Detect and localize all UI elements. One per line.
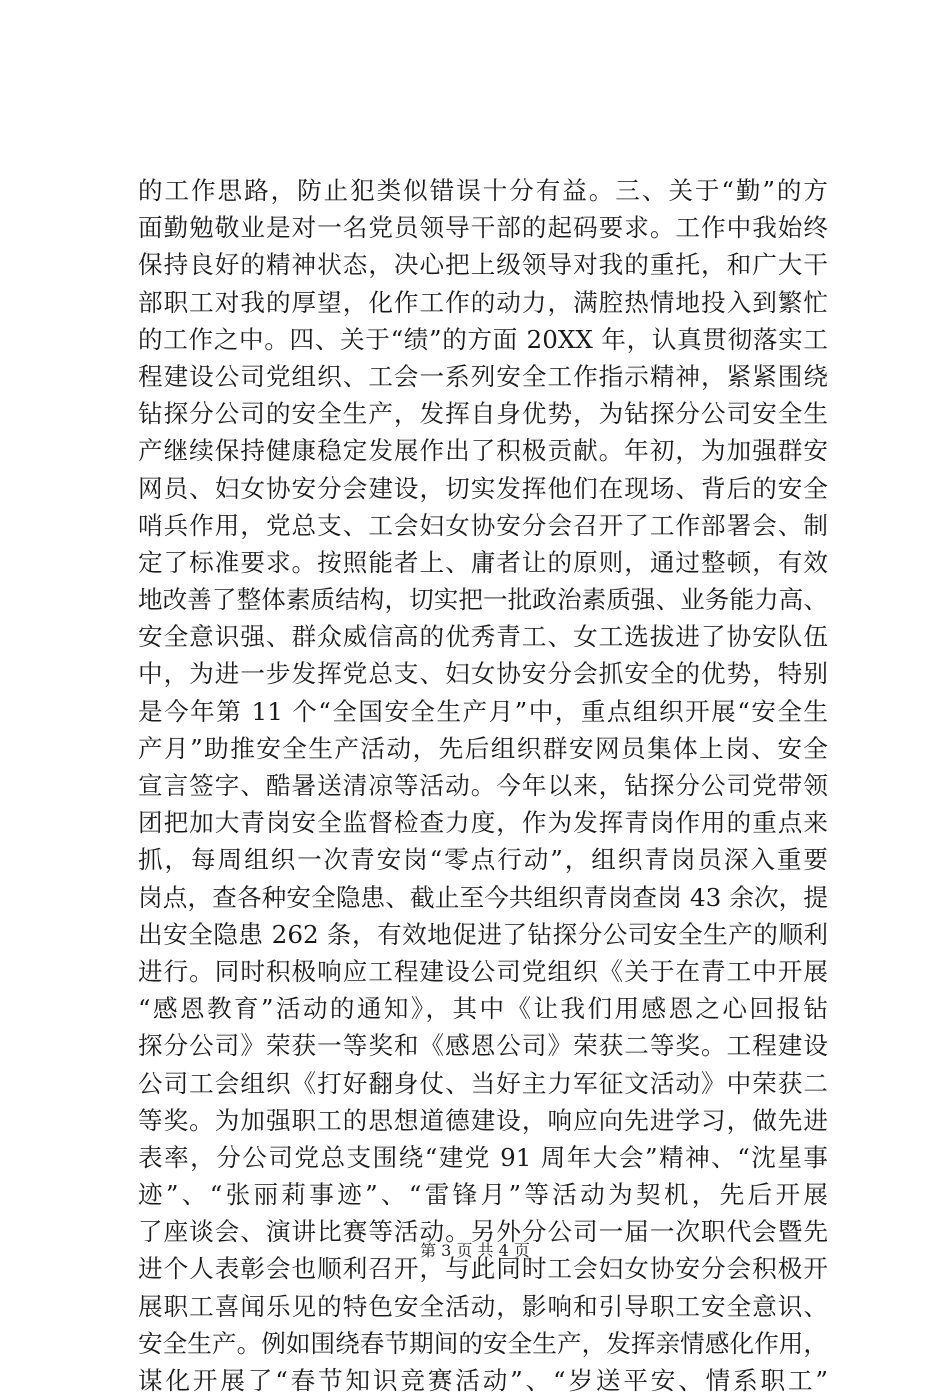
text-line: 程建设公司党组织、工会一系列安全工作指示精神，紧紧围绕	[138, 361, 828, 391]
text-line: “感恩教育”活动的通知》，其中《让我们用感恩之心回报钻	[138, 994, 828, 1024]
text-line: 探分公司》荣获一等奖和《感恩公司》荣获二等奖。工程建设	[138, 1031, 828, 1061]
text-line: 了座谈会、演讲比赛等活动。另外分公司一届一次职代会暨先	[138, 1217, 828, 1247]
text-line: 展职工喜闻乐见的特色安全活动，影响和引导职工安全意识、	[138, 1291, 828, 1321]
text-line: 岗点，查各种安全隐患、截止至今共组织青岗查岗 43 余次，提	[138, 882, 828, 912]
text-line: 产月”助推安全生产活动，先后组织群安网员集体上岗、安全	[138, 733, 828, 763]
text-line: 产继续保持健康稳定发展作出了积极贡献。年初，为加强群安	[138, 436, 828, 466]
text-line: 安全意识强、群众威信高的优秀青工、女工选拔进了协安队伍	[138, 622, 828, 652]
text-line: 面勤勉敬业是对一名党员领导干部的起码要求。工作中我始终	[138, 213, 828, 243]
text-line: 保持良好的精神状态，决心把上级领导对我的重托，和广大干	[138, 250, 828, 280]
text-line: 公司工会组织《打好翻身仗、当好主力军征文活动》中荣获二	[138, 1068, 828, 1098]
text-line: 出安全隐患 262 条，有效地促进了钻探分公司安全生产的顺利	[138, 919, 828, 949]
text-line: 的工作思路，防止犯类似错误十分有益。三、关于“勤”的方	[138, 176, 828, 205]
text-line: 地改善了整体素质结构，切实把一批政治素质强、业务能力高、	[138, 585, 828, 615]
text-line: 进行。同时积极响应工程建设公司党组织《关于在青工中开展	[138, 956, 828, 986]
text-line: 部职工对我的厚望，化作工作的动力，满腔热情地投入到繁忙	[138, 287, 828, 317]
text-line: 表率，分公司党总支围绕“建党 91 周年大会”精神、“沈星事	[138, 1142, 828, 1172]
text-line: 中，为进一步发挥党总支、妇女协安分会抓安全的优势，特别	[138, 659, 828, 689]
text-line: 谋化开展了“春节知识竞赛活动”、“岁送平安、情系职工”	[138, 1366, 828, 1395]
text-line: 哨兵作用，党总支、工会妇女协安分会召开了工作部署会、制	[138, 510, 828, 540]
text-line: 钻探分公司的安全生产，发挥自身优势，为钻探分公司安全生	[138, 399, 828, 429]
text-line: 安全生产。例如围绕春节期间的安全生产，发挥亲情感化作用，	[138, 1328, 828, 1358]
text-line: 等奖。为加强职工的思想道德建设，响应向先进学习，做先进	[138, 1105, 828, 1135]
text-line: 定了标准要求。按照能者上、庸者让的原则，通过整顿，有效	[138, 547, 828, 577]
text-line: 网员、妇女协安分会建设，切实发挥他们在现场、背后的安全	[138, 473, 828, 503]
text-line: 的工作之中。四、关于“绩”的方面 20XX 年，认真贯彻落实工	[138, 324, 828, 354]
text-line: 是今年第 11 个“全国安全生产月”中，重点组织开展“安全生	[138, 696, 828, 726]
text-line: 迹”、“张丽莉事迹”、“雷锋月”等活动为契机，先后开展	[138, 1180, 828, 1210]
text-line: 抓，每周组织一次青安岗“零点行动”，组织青岗员深入重要	[138, 845, 828, 875]
text-line: 团把加大青岗安全监督检查力度，作为发挥青岗作用的重点来	[138, 808, 828, 838]
text-line: 进个人表彰会也顺利召开，与此同时工会妇女协安分会积极开	[138, 1254, 828, 1284]
text-line: 宣言签字、酷暑送清凉等活动。今年以来，钻探分公司党带领	[138, 771, 828, 800]
body-text	[138, 172, 828, 1399]
page-footer: 第 3 页 共 4 页	[420, 1241, 530, 1260]
